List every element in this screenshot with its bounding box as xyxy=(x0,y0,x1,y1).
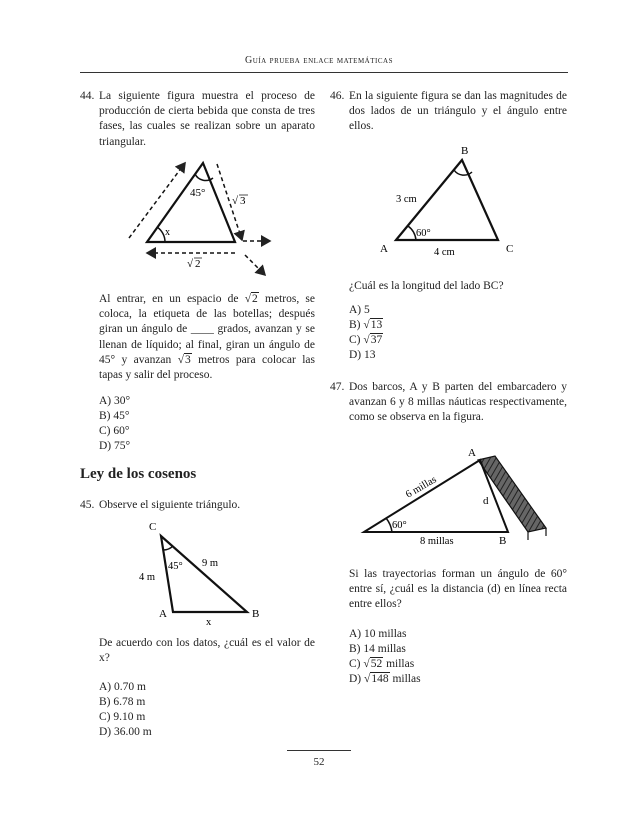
q45-label-b: B xyxy=(252,608,260,620)
q45-option-b: B) 6.78 m xyxy=(99,696,146,708)
q44-sqrt3-label: 3 xyxy=(240,195,246,207)
q45-angle-label: 45° xyxy=(168,561,183,572)
q46-option-d: D) 13 xyxy=(349,349,376,361)
q44-angle-45-arc xyxy=(195,174,213,181)
q45-option-a: A) 0.70 m xyxy=(99,681,146,693)
q46-angle-label: 60° xyxy=(416,228,431,239)
q44-option-d: D) 75° xyxy=(99,440,131,452)
q44-text2: Al entrar, en un espacio de √2 metros, se coloca, la etiqueta de las botellas; después giran un ángulo de ____ grados, avanzan y se llenan de líquido; al final, giran un ángulo de 45° y avanzan √3 metros para colocar las tapas y salir del proceso. xyxy=(99,293,315,382)
q45-side-ab: x xyxy=(206,617,212,628)
q47-option-a: A) 10 millas xyxy=(349,628,407,640)
q47-text2: Si las trayectorias forman un ángulo de 60° entre sí, ¿cuál es la distancia (d) en línea recta entre ellos? xyxy=(349,568,567,611)
q45-number: 45. xyxy=(80,499,95,511)
q46-side-ab: 3 cm xyxy=(396,194,417,205)
q45-side-ca: 4 m xyxy=(139,572,156,583)
q46-option-c: C) √37 xyxy=(349,334,383,346)
q44-text: La siguiente figura muestra el proceso de producción de cierta bebida que consta de tres fases, las cuales se realizan sobre un aparato triangular. xyxy=(99,90,315,148)
q47-text: Dos barcos, A y B parten del embarcadero y avanzan 6 y 8 millas náuticas respectivamente, como se observa en la figura. xyxy=(349,381,567,424)
q44-angle-label: 45° xyxy=(190,187,206,199)
q45-label-a: A xyxy=(159,608,167,620)
q45-figure xyxy=(135,518,275,628)
q44-option-c: C) 60° xyxy=(99,425,130,437)
q44-sqrt3-sign: √ xyxy=(232,195,239,207)
q47-label-d: d xyxy=(483,495,489,507)
q47-angle-label: 60° xyxy=(392,520,407,531)
page-header: Guía prueba enlace matemáticas xyxy=(245,55,393,66)
q46-angle-a-arc xyxy=(408,226,416,240)
q47-figure xyxy=(350,440,550,552)
page-number: 52 xyxy=(313,756,325,768)
q44-option-b: B) 45° xyxy=(99,410,130,422)
q44-option-a: A) 30° xyxy=(99,395,131,407)
q46-label-b: B xyxy=(461,145,469,157)
header-rule xyxy=(80,72,568,73)
q47-option-d: D) √148 millas xyxy=(349,673,421,685)
q44-angle-x-arc xyxy=(157,227,165,242)
q47-dock xyxy=(478,456,546,532)
section-title: Ley de los cosenos xyxy=(80,466,197,482)
q46-figure xyxy=(370,140,530,260)
q47-option-b: B) 14 millas xyxy=(349,643,406,655)
q44-number: 44. xyxy=(80,90,95,102)
q45-text: Observe el siguiente triángulo. xyxy=(99,499,241,511)
q47-label-b: B xyxy=(499,535,507,547)
q46-option-b: B) √13 xyxy=(349,319,383,331)
q47-label-a: A xyxy=(468,447,476,459)
q45-text2: De acuerdo con los datos, ¿cuál es el valor de x? xyxy=(99,637,315,665)
q46-side-ac: 4 cm xyxy=(434,247,455,258)
q44-x-label: x xyxy=(165,227,170,238)
q45-label-c: C xyxy=(149,521,157,533)
q46-label-c: C xyxy=(506,243,514,255)
q44-path-bottom-exit xyxy=(245,255,265,275)
q44-figure xyxy=(125,160,285,278)
q45-side-cb: 9 m xyxy=(202,558,219,569)
sqrt-3: √3 xyxy=(177,353,191,366)
q46-number: 46. xyxy=(330,90,345,102)
q47-option-c: C) √52 millas xyxy=(349,658,415,670)
q45-triangle xyxy=(161,536,247,612)
q47-side-a: 6 millas xyxy=(404,474,439,501)
q44-sqrt2-sign: √ xyxy=(187,258,194,270)
footer-rule xyxy=(287,750,351,751)
q47-side-b: 8 millas xyxy=(420,536,454,547)
q45-option-d: D) 36.00 m xyxy=(99,726,152,738)
q45-angle-arc xyxy=(163,546,173,550)
q46-label-a: A xyxy=(380,243,388,255)
q46-text: En la siguiente figura se dan las magnitudes de dos lados de un triángulo y el ángulo entre ellos. xyxy=(349,90,567,133)
q46-text2: ¿Cuál es la longitud del lado BC? xyxy=(349,280,504,292)
q47-number: 47. xyxy=(330,381,345,393)
sqrt-2: √2 xyxy=(244,293,258,305)
q44-sqrt2-label: 2 xyxy=(195,258,201,270)
q46-option-a: A) 5 xyxy=(349,304,370,316)
q45-option-c: C) 9.10 m xyxy=(99,711,146,723)
q46-angle-b-arc xyxy=(454,170,472,175)
